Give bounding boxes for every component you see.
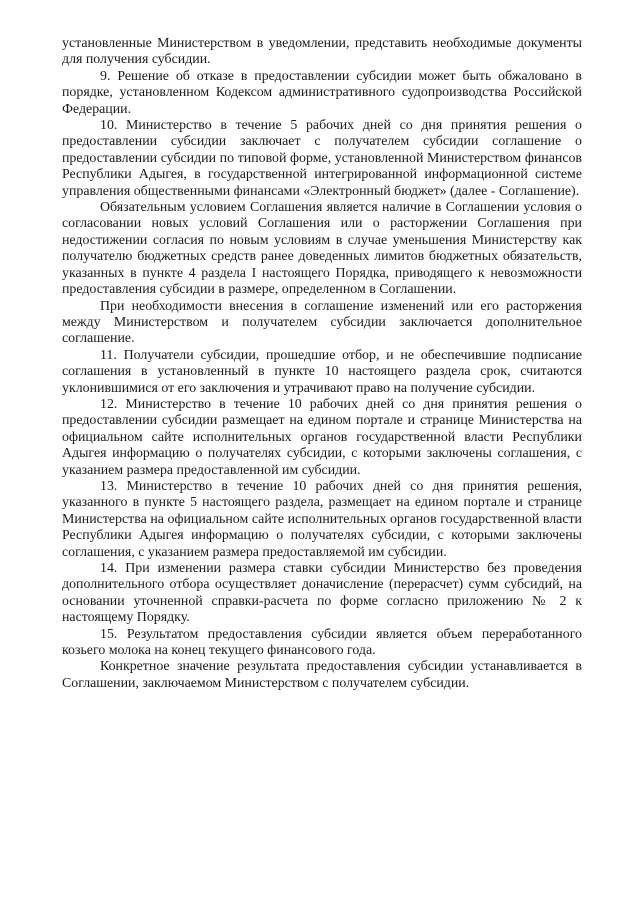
paragraph-item-13: 13. Министерство в течение 10 рабочих дней со дня принятия решения, указанного в пункте 5 настоящего раздела, размещает на едином портале и странице Министерства на официальном сайте исполнительных органов государственной власти Республики Адыгея информацию о получателях субсидии, с которыми заключены соглашения, с указанием размера предоставляемой им субсидии. bbox=[62, 478, 582, 560]
paragraph-item-14: 14. При изменении размера ставки субсидии Министерство без проведения дополнительного отбора осуществляет доначисление (перерасчет) сумм субсидий, на основании уточненной справки-расчета по форме согласно приложению № 2 к настоящему Порядку. bbox=[62, 561, 582, 626]
paragraph-continuation: установленные Министерством в уведомлении, представить необходимые документы для получения субсидии. bbox=[62, 36, 582, 68]
paragraph-item-15: 15. Результатом предоставления субсидии является объем переработанного козьего молока на конец текущего финансового года. bbox=[62, 626, 582, 659]
paragraph-item-11: 11. Получатели субсидии, прошедшие отбор, и не обеспечившие подписание соглашения в установленный в пункте 10 настоящего раздела срок, считаются уклонившимися от его заключения и утрачивают право на получение субсидии. bbox=[62, 347, 582, 396]
paragraph-item-9: 9. Решение об отказе в предоставлении субсидии может быть обжаловано в порядке, установленном Кодексом административного судопроизводства Российской Федерации. bbox=[62, 68, 582, 117]
paragraph-additional-agreement: При необходимости внесения в соглашение изменений или его расторжения между Министерством и получателем субсидии заключается дополнительное соглашение. bbox=[62, 298, 582, 347]
paragraph-mandatory-condition: Обязательным условием Соглашения является наличие в Соглашении условия о согласовании новых условий Соглашения или о расторжении Соглашения при недостижении согласия по новым условиям в случае уменьшения Министерству как получателю бюджетных средств ранее доведенных лимитов бюджетных обязательств, указанных в пункте 4 раздела I настоящего Порядка, приводящего к невозможности предоставления субсидии в размере, определенном в Соглашении. bbox=[62, 200, 582, 298]
paragraph-item-12: 12. Министерство в течение 10 рабочих дней со дня принятия решения о предоставлении субсидии размещает на едином портале и странице Министерства на официальном сайте исполнительных органов государственной власти Республики Адыгея информацию о получателях субсидии, с которыми заключены соглашения, с указанием размера предоставленной им субсидии. bbox=[62, 396, 582, 478]
paragraph-item-10: 10. Министерство в течение 5 рабочих дней со дня принятия решения о предоставлении субсидии заключает с получателем субсидии соглашение о предоставлении субсидии по типовой форме, установленной Министерством финансов Республики Адыгея, в государственной интегрированной информационной системе управления общественными финансами «Электронный бюджет» (далее - Соглашение). bbox=[62, 118, 582, 199]
paragraph-result-value: Конкретное значение результата предоставления субсидии устанавливается в Соглашении, заключаемом Министерством с получателем субсидии. bbox=[62, 659, 582, 691]
